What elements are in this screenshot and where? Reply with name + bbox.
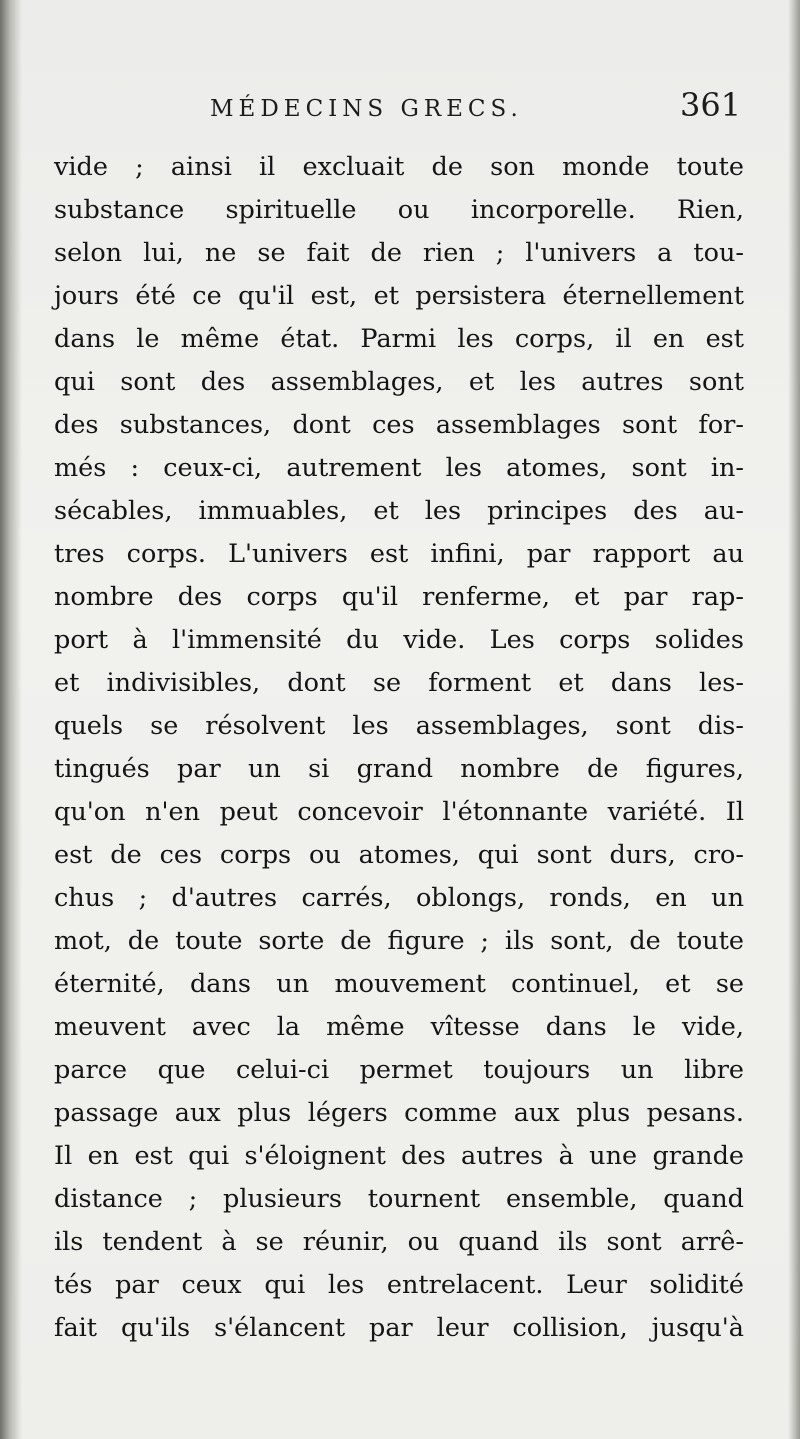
text-line: tés par ceux qui les entrelacent. Leur solidité bbox=[54, 1270, 744, 1300]
text-line: meuvent avec la même vîtesse dans le vide, bbox=[54, 1012, 744, 1042]
text-line: ils tendent à se réunir, ou quand ils sont arrê- bbox=[54, 1227, 744, 1257]
text-line: vide ; ainsi il excluait de son monde toute bbox=[54, 152, 744, 182]
text-line: et indivisibles, dont se forment et dans les- bbox=[54, 668, 744, 698]
text-line: des substances, dont ces assemblages sont for- bbox=[54, 410, 744, 440]
text-line: mot, de toute sorte de figure ; ils sont, de toute bbox=[54, 926, 744, 956]
text-line: est de ces corps ou atomes, qui sont durs, cro- bbox=[54, 840, 744, 870]
text-line: distance ; plusieurs tournent ensemble, quand bbox=[54, 1184, 744, 1214]
text-line: Il en est qui s'éloignent des autres à une grande bbox=[54, 1141, 744, 1171]
text-line: tingués par un si grand nombre de figures, bbox=[54, 754, 744, 784]
binding-gutter-shadow bbox=[0, 0, 22, 1439]
text-line: substance spirituelle ou incorporelle. Rien, bbox=[54, 195, 744, 225]
text-line: éternité, dans un mouvement continuel, et se bbox=[54, 969, 744, 999]
page-number: 361 bbox=[680, 86, 742, 124]
text-line: més : ceux-ci, autrement les atomes, sont in- bbox=[54, 453, 744, 483]
text-line: quels se résolvent les assemblages, sont dis- bbox=[54, 711, 744, 741]
text-line: sécables, immuables, et les principes des au- bbox=[54, 496, 744, 526]
text-line: chus ; d'autres carrés, oblongs, ronds, en un bbox=[54, 883, 744, 913]
text-line: qui sont des assemblages, et les autres sont bbox=[54, 367, 744, 397]
text-line: fait qu'ils s'élancent par leur collision, jusqu'à bbox=[54, 1313, 744, 1343]
text-line: nombre des corps qu'il renferme, et par rap- bbox=[54, 582, 744, 612]
running-title: MÉDECINS GRECS. bbox=[210, 96, 523, 122]
text-line: qu'on n'en peut concevoir l'étonnante variété. Il bbox=[54, 797, 744, 827]
body-text bbox=[54, 146, 744, 1350]
text-line: selon lui, ne se fait de rien ; l'univers a tou- bbox=[54, 238, 744, 268]
text-line: dans le même état. Parmi les corps, il en est bbox=[54, 324, 744, 354]
text-line: tres corps. L'univers est infini, par rapport au bbox=[54, 539, 744, 569]
text-line: passage aux plus légers comme aux plus pesans. bbox=[54, 1098, 744, 1128]
text-line: jours été ce qu'il est, et persistera éternellement bbox=[54, 281, 744, 311]
text-line: parce que celui-ci permet toujours un libre bbox=[54, 1055, 744, 1085]
text-line: port à l'immensité du vide. Les corps solides bbox=[54, 625, 744, 655]
page-edge-shadow bbox=[788, 0, 800, 1439]
